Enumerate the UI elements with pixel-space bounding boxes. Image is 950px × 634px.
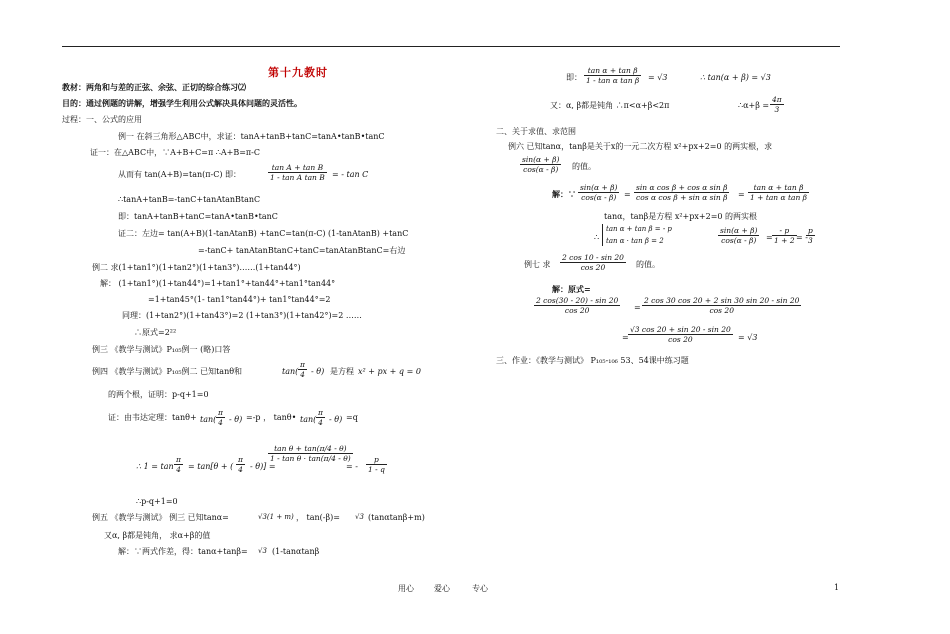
proof-2-line1: 证二：左边= tan(A+B)(1-tanAtanB) +tanC=tan(π-C) (1-tanAtanB) +tanC — [118, 229, 409, 238]
example-5-line1b: ， tan(-β)= — [296, 513, 340, 522]
fraction-tanA-tanB: $\frac{\text{tan A + tan B}}{\text{1 - tan A tan B}}$ — [270, 163, 325, 182]
fraction-tan-form: $\frac{\text{tan α + tan β}}{\text{1 + tan α tan β}}$ — [750, 183, 808, 202]
r-line1-eq: = √3 — [648, 73, 668, 82]
vieta-tan-1: tan( — [200, 415, 217, 424]
fraction-sin-over-cos: $\frac{\sin(\alpha + \beta)}{\cos(\alpha - \beta)}$ — [522, 155, 560, 174]
example-2-solution-3: 同理：(1+tan2°)(1+tan43°)=2 (1+tan3°)(1+tan42°)=2 …… — [122, 311, 362, 320]
page-title: 第十九教时 — [268, 66, 328, 79]
example-3-line: 例三 《教学与测试》P₁₀₅例一 (略)口答 — [92, 345, 231, 354]
proof-vieta-3: =q — [346, 413, 358, 422]
equals-sign: = — [634, 303, 641, 312]
proof-1-result: = - tan C — [332, 170, 369, 179]
proof-1-line3: ∴tanA+tanB=-tanC+tanAtanBtanC — [118, 195, 261, 204]
fraction-p-3: $\frac{p}{3}$ — [808, 226, 813, 245]
example-2-result: ∴原式=2²² — [134, 328, 177, 337]
footer-text-2: 爱心 — [434, 584, 450, 593]
example-5-line2: 又α, β都是钝角， 求α+β的值 — [104, 531, 211, 540]
example-5-solution: 解：∵两式作差，得：tanα+tanβ= — [118, 547, 248, 556]
system-eq-2: tan α · tan β = 2 — [606, 237, 664, 245]
proof-1-line4: 即：tanA+tanB+tanC=tanA•tanB•tanC — [118, 212, 278, 221]
vieta-tan-2: tan( — [300, 415, 317, 424]
fraction-pi-over-4: $\frac{\pi}{4}$ — [238, 455, 243, 474]
example-4-tan-expr: tan( — [282, 367, 299, 376]
footer-text-1: 用心 — [398, 584, 414, 593]
example-5-expr1: √3(1 + m) — [258, 513, 294, 521]
footer-text-3: 专心 — [472, 584, 488, 593]
header-rule — [62, 46, 840, 47]
section-2-heading: 二、关于求值、求范围 — [496, 127, 576, 136]
identity-eq: = - — [346, 462, 358, 471]
fraction-p-over-1-q: $\frac{p}{1 - q}$ — [368, 455, 385, 474]
example-6-statement: 例六 已知tanα，tanβ是关于x的一元二次方程 x²+px+2=0 的两实根，求 — [508, 142, 773, 151]
example-4-prove: 的两个根，证明：p-q+1=0 — [108, 390, 209, 399]
example-7-result: = √3 — [738, 333, 758, 342]
example-4-line: 例四 《教学与测试》P₁₀₅例二 已知tanθ和 — [92, 367, 243, 376]
fraction-tan-sum: $\frac{\text{tan θ + tan(π/4 - θ)}}{\text{1 - tan θ · tan(π/4 - θ)}}$ — [270, 444, 351, 463]
r-line2-result: ∴α+β = — [738, 101, 770, 110]
therefore-symbol: ∴ — [594, 233, 600, 242]
example-2-statement: 例二 求(1+tan1°)(1+tan2°)(1+tan3°)……(1+tan44°) — [92, 263, 301, 272]
fraction-step-2: $\frac{2 \cos 30 \cos 20 + 2 \sin 30 \sin 20 - \sin 20}{\cos 20}$ — [644, 296, 800, 315]
page-number: 1 — [834, 583, 840, 592]
example-1-statement: 例一 在斜三角形△ABC中，求证：tanA+tanB+tanC=tanA•tanB•tanC — [118, 132, 385, 141]
fraction-sin-sum-cos-diff: $\frac{\sin(\alpha + \beta)}{\cos(\alpha - \beta)}$ — [580, 183, 618, 202]
equals-sign: = — [738, 190, 745, 199]
equals-sign: = — [622, 333, 629, 342]
proof-1-line2: 从而有 tan(A+B)=tan(π-C) 即： — [118, 170, 241, 179]
purpose-line: 目的：通过例题的讲解，增强学生利用公式解决具体问题的灵活性。 — [62, 98, 302, 108]
fraction-p-over-3: $\frac{- p}{1 + 2}$ — [774, 226, 795, 245]
identity-mid: = tan[θ + ( — [188, 462, 234, 471]
fraction-sin-over-cos-2: $\frac{\sin(\alpha + \beta)}{\cos(\alpha - \beta)}$ — [720, 226, 758, 245]
proof-vieta-2: =-p ， tanθ• — [246, 413, 297, 422]
fraction-4pi-over-3: $\frac{4\pi}{3}$ — [772, 95, 782, 114]
example-7-value: 的值。 — [636, 260, 660, 269]
example-5-solution-b: (1-tanαtanβ — [272, 547, 320, 556]
vieta-tan-2-close: - θ) — [329, 415, 343, 424]
fraction-pi-over-4: $\frac{\pi}{4}$ — [176, 455, 181, 474]
fraction-pi-over-4: $\frac{\pi}{4}$ — [218, 408, 223, 427]
example-5-line1: 例五 《教学与测试》 例三 已知tanα= — [92, 513, 229, 522]
equals-sign: = — [624, 190, 631, 199]
r-line2: 又：α, β都是钝角 ∴π<α+β<2π — [550, 101, 670, 110]
example-6-roots: tanα，tanβ是方程 x²+px+2=0 的两实根 — [604, 212, 758, 221]
example-2-solution-2: =1+tan45°(1- tan1°tan44°)+ tan1°tan44°=2 — [148, 295, 331, 304]
example-4-equation-label: 是方程 — [330, 367, 354, 376]
equals-minus: = - — [796, 233, 808, 242]
example-2-solution-1: 解： (1+tan1°)(1+tan44°)=1+tan1°+tan44°+tan1°tan44° — [100, 279, 336, 288]
example-7-solution-label: 解：原式= — [552, 284, 591, 294]
example-5-line1c: (tanαtanβ+m) — [368, 513, 425, 522]
example-6-value: 的值。 — [572, 162, 596, 171]
fraction-pi-over-4: $\frac{\pi}{4}$ — [300, 360, 305, 379]
example-6-solution-label: 解：∵ — [552, 189, 576, 199]
homework-line: 三、作业：《教学与测试》 P₁₀₅-₁₀₆ 53、54课中练习题 — [496, 356, 689, 365]
identity-lhs: ∴ 1 = tan — [136, 462, 174, 471]
example-7-statement: 例七 求 — [524, 260, 551, 269]
example-4-tan-close: - θ) — [311, 367, 325, 376]
fraction-expanded: $\frac{\text{sin α cos β + cos α sin β}}{\text{cos α cos β + sin α sin β}}$ — [636, 183, 728, 202]
example-4-equation: x² + px + q = 0 — [358, 367, 421, 376]
fraction-example-7: $\frac{2 \cos 10 - \sin 20}{\cos 20}$ — [562, 253, 624, 272]
r-line1-result: ∴ tan(α + β) = √3 — [700, 73, 771, 82]
fraction-step-3: $\frac{√3 \cos 20 + \sin 20 - \sin 20}{\cos 20}$ — [630, 325, 731, 344]
process-heading: 过程：一、公式的应用 — [62, 115, 142, 124]
identity-mid-2: - θ)] = — [250, 462, 276, 471]
proof-2-line2: =-tanC+ tanAtanBtanC+tanC=tanAtanBtanC=右边 — [198, 246, 406, 255]
vieta-tan-1-close: - θ) — [229, 415, 243, 424]
system-eq-1: tan α + tan β = - p — [606, 225, 672, 233]
example-5-sqrt3: √3 — [355, 513, 364, 521]
fraction-tan-alpha-beta: $\frac{\text{tan α + tan β}}{\text{1 - tan α tan β}}$ — [586, 66, 640, 85]
proof-1-line1: 证一：在△ABC中，∵A+B+C=π ∴A+B=π-C — [90, 148, 260, 157]
fraction-step-1: $\frac{2 \cos(30 - 20) - \sin 20}{\cos 20}$ — [536, 296, 619, 315]
fraction-pi-over-4: $\frac{\pi}{4}$ — [318, 408, 323, 427]
system-brace — [602, 224, 603, 246]
equals-sign: = — [766, 233, 773, 242]
r-line1-label: 即： — [566, 73, 582, 82]
materials-line: 教材：两角和与差的正弦、余弦、正切的综合练习⑵ — [62, 82, 246, 92]
example-4-result: ∴p-q+1=0 — [136, 497, 178, 506]
proof-vieta-1: 证：由韦达定理：tanθ+ — [108, 413, 197, 422]
example-5-solution-sqrt3: √3 — [258, 547, 267, 555]
